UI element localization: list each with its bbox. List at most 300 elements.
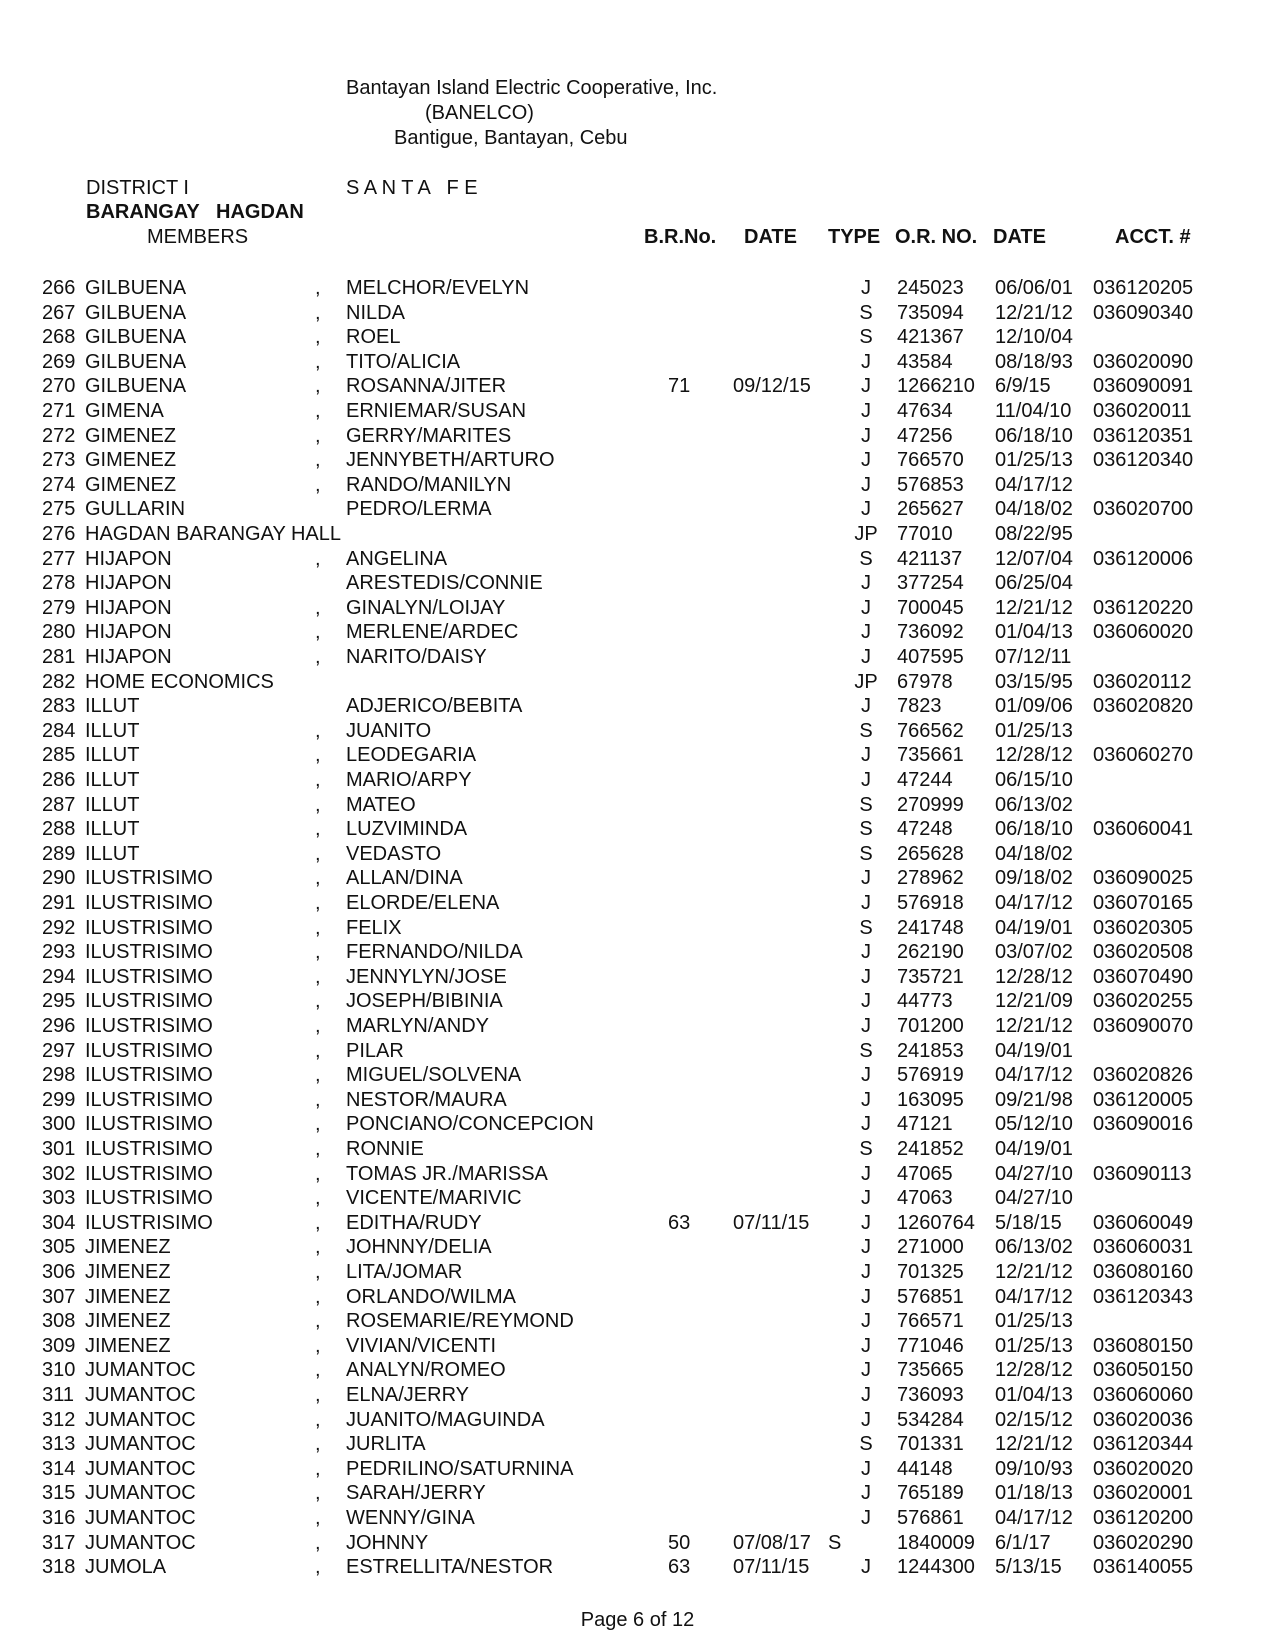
- or-number: 771046: [897, 1335, 964, 1357]
- or-date: 12/21/12: [995, 1015, 1073, 1037]
- or-number: 735721: [897, 966, 964, 988]
- name-separator: ,: [315, 375, 321, 397]
- last-name: JUMANTOC: [85, 1482, 196, 1504]
- first-names: ANALYN/ROMEO: [346, 1359, 506, 1381]
- account-number: 036020011: [1093, 400, 1192, 422]
- first-names: ROSEMARIE/REYMOND: [346, 1310, 574, 1332]
- org-address: Bantigue, Bantayan, Cebu: [394, 127, 628, 149]
- or-date: 04/17/12: [995, 1507, 1073, 1529]
- name-separator: ,: [315, 449, 321, 471]
- row-number: 317: [42, 1532, 76, 1554]
- account-number: 036120220: [1093, 597, 1194, 619]
- name-separator: ,: [315, 277, 321, 299]
- name-separator: ,: [315, 892, 321, 914]
- row-number: 286: [42, 769, 76, 791]
- row-number: 304: [42, 1212, 76, 1234]
- name-separator: ,: [315, 474, 321, 496]
- or-number: 735094: [897, 302, 964, 324]
- or-number: 701325: [897, 1261, 964, 1283]
- or-number: 241853: [897, 1040, 964, 1062]
- or-date: 07/12/11: [995, 646, 1072, 668]
- first-names: PONCIANO/CONCEPCION: [346, 1113, 594, 1135]
- br-number: 63: [668, 1212, 691, 1234]
- table-row: [0, 965, 1275, 989]
- member-type: J: [861, 1556, 871, 1578]
- row-number: 284: [42, 720, 76, 742]
- member-type: S: [828, 1532, 842, 1554]
- first-names: TOMAS JR./MARISSA: [346, 1163, 548, 1185]
- name-separator: ,: [315, 1015, 321, 1037]
- row-number: 310: [42, 1359, 76, 1381]
- or-date: 01/25/13: [995, 1310, 1073, 1332]
- row-number: 269: [42, 351, 76, 373]
- member-type: J: [861, 351, 871, 373]
- name-separator: ,: [315, 548, 321, 570]
- table-row: [0, 1506, 1275, 1530]
- account-number: 036120005: [1093, 1089, 1194, 1111]
- table-row: [0, 1235, 1275, 1259]
- first-names: JUANITO/MAGUINDA: [346, 1409, 545, 1431]
- row-number: 309: [42, 1335, 76, 1357]
- name-separator: ,: [315, 621, 321, 643]
- member-type: J: [861, 695, 871, 717]
- name-separator: ,: [315, 1532, 321, 1554]
- or-number: 701200: [897, 1015, 964, 1037]
- first-names: ANGELINA: [346, 548, 448, 570]
- table-row: [0, 891, 1275, 915]
- br-number: 71: [668, 375, 691, 397]
- or-date: 12/07/04: [995, 548, 1073, 570]
- table-row: [0, 1358, 1275, 1382]
- table-row: [0, 473, 1275, 497]
- row-number: 318: [42, 1556, 76, 1578]
- member-type: J: [861, 1482, 871, 1504]
- last-name: GIMENEZ: [85, 474, 177, 496]
- name-separator: ,: [315, 351, 321, 373]
- last-name: ILUSTRISIMO: [85, 867, 213, 889]
- or-number: 163095: [897, 1089, 964, 1111]
- table-row: [0, 1432, 1275, 1456]
- member-type: J: [861, 646, 871, 668]
- row-number: 270: [42, 375, 76, 397]
- table-row: [0, 1137, 1275, 1161]
- or-number: 278962: [897, 867, 964, 889]
- or-number: 47248: [897, 818, 953, 840]
- or-number: 47121: [897, 1113, 953, 1135]
- name-separator: ,: [315, 1507, 321, 1529]
- row-number: 276: [42, 523, 76, 545]
- account-number: 036020255: [1093, 990, 1194, 1012]
- table-row: [0, 1088, 1275, 1112]
- account-number: 036020112: [1093, 671, 1192, 693]
- table-row: [0, 1014, 1275, 1038]
- name-separator: ,: [315, 818, 321, 840]
- first-names: JENNYBETH/ARTURO: [346, 449, 555, 471]
- table-row: [0, 325, 1275, 349]
- or-number: 576851: [897, 1286, 964, 1308]
- row-number: 314: [42, 1458, 76, 1480]
- last-name: JIMENEZ: [85, 1236, 171, 1258]
- or-date: 03/07/02: [995, 941, 1073, 963]
- or-date: 06/25/04: [995, 572, 1073, 594]
- name-separator: ,: [315, 867, 321, 889]
- or-number: 245023: [897, 277, 964, 299]
- table-row: [0, 743, 1275, 767]
- first-names: ADJERICO/BEBITA: [346, 695, 523, 717]
- row-number: 290: [42, 867, 76, 889]
- member-type: S: [859, 794, 873, 816]
- or-date: 01/25/13: [995, 1335, 1073, 1357]
- last-name: HIJAPON: [85, 572, 172, 594]
- last-name: ILUSTRISIMO: [85, 1015, 213, 1037]
- table-row: [0, 276, 1275, 300]
- account-number: 036090113: [1093, 1163, 1192, 1185]
- or-number: 700045: [897, 597, 964, 619]
- member-type: S: [859, 548, 873, 570]
- account-number: 036090016: [1093, 1113, 1194, 1135]
- member-type: JP: [854, 671, 878, 693]
- row-number: 301: [42, 1138, 76, 1160]
- first-names: ROSANNA/JITER: [346, 375, 507, 397]
- table-row: [0, 817, 1275, 841]
- member-type: J: [861, 1113, 871, 1135]
- table-row: [0, 620, 1275, 644]
- member-type: J: [861, 498, 871, 520]
- member-type: J: [861, 375, 871, 397]
- last-name: HIJAPON: [85, 548, 172, 570]
- row-number: 302: [42, 1163, 76, 1185]
- first-names: FERNANDO/NILDA: [346, 941, 523, 963]
- first-names: LEODEGARIA: [346, 744, 477, 766]
- member-type: J: [861, 1458, 871, 1480]
- name-separator: ,: [315, 1064, 321, 1086]
- first-names: JUANITO: [346, 720, 432, 742]
- account-number: 036090091: [1093, 375, 1194, 397]
- first-names: TITO/ALICIA: [346, 351, 461, 373]
- row-number: 268: [42, 326, 76, 348]
- district-label: DISTRICT I: [86, 177, 189, 199]
- row-number: 312: [42, 1409, 76, 1431]
- or-date: 04/17/12: [995, 1064, 1073, 1086]
- table-row: [0, 1334, 1275, 1358]
- table-row: [0, 866, 1275, 890]
- table-row: [0, 547, 1275, 571]
- last-name: GIMENEZ: [85, 449, 177, 471]
- row-number: 289: [42, 843, 76, 865]
- or-number: 766571: [897, 1310, 964, 1332]
- or-date: 11/04/10: [995, 400, 1072, 422]
- or-number: 421367: [897, 326, 964, 348]
- member-type: J: [861, 1384, 871, 1406]
- or-number: 736092: [897, 621, 964, 643]
- name-separator: ,: [315, 1458, 321, 1480]
- name-separator: ,: [315, 941, 321, 963]
- or-date: 01/09/06: [995, 695, 1073, 717]
- or-date: 09/21/98: [995, 1089, 1073, 1111]
- table-row: [0, 1531, 1275, 1555]
- row-number: 283: [42, 695, 76, 717]
- name-separator: ,: [315, 1556, 321, 1578]
- last-name: GILBUENA: [85, 326, 187, 348]
- or-date: 03/15/95: [995, 671, 1073, 693]
- or-number: 270999: [897, 794, 964, 816]
- last-name: ILUSTRISIMO: [85, 1089, 213, 1111]
- or-number: 766570: [897, 449, 964, 471]
- or-number: 47244: [897, 769, 953, 791]
- acct-header: ACCT. #: [1115, 226, 1191, 248]
- row-number: 299: [42, 1089, 76, 1111]
- row-number: 281: [42, 646, 76, 668]
- or-number: 766562: [897, 720, 964, 742]
- last-name: ILUSTRISIMO: [85, 1163, 213, 1185]
- first-names: ELORDE/ELENA: [346, 892, 500, 914]
- member-type: S: [859, 818, 873, 840]
- row-number: 280: [42, 621, 76, 643]
- table-row: [0, 497, 1275, 521]
- table-row: [0, 719, 1275, 743]
- name-separator: ,: [315, 1359, 321, 1381]
- or-date: 08/22/95: [995, 523, 1073, 545]
- member-type: S: [859, 720, 873, 742]
- last-name: HAGDAN BARANGAY HALL: [85, 523, 342, 545]
- table-row: [0, 1481, 1275, 1505]
- last-name: GILBUENA: [85, 277, 187, 299]
- member-type: J: [861, 1089, 871, 1111]
- table-row: [0, 1063, 1275, 1087]
- table-row: [0, 694, 1275, 718]
- name-separator: ,: [315, 1335, 321, 1357]
- or-number: 262190: [897, 941, 964, 963]
- or-date: 5/13/15: [995, 1556, 1062, 1578]
- or-date: 06/15/10: [995, 769, 1073, 791]
- first-names: VICENTE/MARIVIC: [346, 1187, 522, 1209]
- name-separator: ,: [315, 1236, 321, 1258]
- or-number: 47063: [897, 1187, 953, 1209]
- or-date: 12/21/12: [995, 1433, 1073, 1455]
- or-number: 47634: [897, 400, 953, 422]
- or-number: 241852: [897, 1138, 964, 1160]
- member-type: J: [861, 449, 871, 471]
- first-names: MARIO/ARPY: [346, 769, 472, 791]
- table-row: [0, 1285, 1275, 1309]
- or-number: 407595: [897, 646, 964, 668]
- last-name: JUMOLA: [85, 1556, 167, 1578]
- last-name: ILUSTRISIMO: [85, 892, 213, 914]
- account-number: 036120343: [1093, 1286, 1194, 1308]
- last-name: ILLUT: [85, 794, 140, 816]
- member-type: J: [861, 1015, 871, 1037]
- row-number: 275: [42, 498, 76, 520]
- account-number: 036020020: [1093, 1458, 1194, 1480]
- or-date: 01/04/13: [995, 621, 1073, 643]
- last-name: ILLUT: [85, 818, 140, 840]
- barangay-label: BARANGAY HAGDAN: [86, 201, 304, 223]
- or-date: 02/15/12: [995, 1409, 1073, 1431]
- table-row: [0, 522, 1275, 546]
- or-date: 6/9/15: [995, 375, 1051, 397]
- first-names: LITA/JOMAR: [346, 1261, 463, 1283]
- last-name: JUMANTOC: [85, 1384, 196, 1406]
- row-number: 278: [42, 572, 76, 594]
- row-number: 272: [42, 425, 76, 447]
- last-name: JIMENEZ: [85, 1310, 171, 1332]
- name-separator: ,: [315, 1113, 321, 1135]
- first-names: LUZVIMINDA: [346, 818, 468, 840]
- br-date: 07/11/15: [733, 1556, 810, 1578]
- member-type: J: [861, 990, 871, 1012]
- row-number: 308: [42, 1310, 76, 1332]
- last-name: HIJAPON: [85, 646, 172, 668]
- account-number: 036020290: [1093, 1532, 1194, 1554]
- name-separator: ,: [315, 1212, 321, 1234]
- or-number: 265627: [897, 498, 964, 520]
- account-number: 036020305: [1093, 917, 1194, 939]
- or-date: 12/28/12: [995, 966, 1073, 988]
- table-row: [0, 571, 1275, 595]
- first-names: MATEO: [346, 794, 416, 816]
- or-date: 05/12/10: [995, 1113, 1073, 1135]
- last-name: ILUSTRISIMO: [85, 990, 213, 1012]
- or-date: 12/21/12: [995, 597, 1073, 619]
- first-names: JURLITA: [346, 1433, 426, 1455]
- first-names: SARAH/JERRY: [346, 1482, 486, 1504]
- account-number: 036060270: [1093, 744, 1194, 766]
- last-name: GILBUENA: [85, 302, 187, 324]
- row-number: 306: [42, 1261, 76, 1283]
- table-row: [0, 448, 1275, 472]
- member-type: J: [861, 621, 871, 643]
- member-type: JP: [854, 523, 878, 545]
- last-name: GIMENA: [85, 400, 164, 422]
- first-names: ARESTEDIS/CONNIE: [346, 572, 543, 594]
- row-number: 288: [42, 818, 76, 840]
- member-type: J: [861, 572, 871, 594]
- name-separator: ,: [315, 843, 321, 865]
- or-date: 04/17/12: [995, 1286, 1073, 1308]
- last-name: ILLUT: [85, 695, 140, 717]
- account-number: 036090340: [1093, 302, 1194, 324]
- table-row: [0, 1260, 1275, 1284]
- name-separator: ,: [315, 1384, 321, 1406]
- member-type: J: [861, 867, 871, 889]
- table-row: [0, 1555, 1275, 1579]
- or-number: 735665: [897, 1359, 964, 1381]
- or-date: 01/25/13: [995, 449, 1073, 471]
- table-row: [0, 350, 1275, 374]
- name-separator: ,: [315, 1138, 321, 1160]
- br-date: 07/08/17: [733, 1532, 811, 1554]
- or-number: 576919: [897, 1064, 964, 1086]
- account-number: 036020820: [1093, 695, 1194, 717]
- account-number: 036120344: [1093, 1433, 1194, 1455]
- or-number: 1266210: [897, 375, 975, 397]
- row-number: 294: [42, 966, 76, 988]
- row-number: 292: [42, 917, 76, 939]
- or-date: 04/19/01: [995, 917, 1073, 939]
- account-number: 036050150: [1093, 1359, 1194, 1381]
- or-date: 12/28/12: [995, 744, 1073, 766]
- or-date: 04/19/01: [995, 1138, 1073, 1160]
- row-number: 315: [42, 1482, 76, 1504]
- account-number: 036070490: [1093, 966, 1194, 988]
- account-number: 036060041: [1093, 818, 1194, 840]
- or-date: 12/21/09: [995, 990, 1073, 1012]
- member-type: J: [861, 597, 871, 619]
- table-row: [0, 1211, 1275, 1235]
- last-name: HIJAPON: [85, 597, 172, 619]
- member-type: J: [861, 1212, 871, 1234]
- last-name: ILUSTRISIMO: [85, 1113, 213, 1135]
- table-row: [0, 596, 1275, 620]
- member-type: J: [861, 1507, 871, 1529]
- member-type: J: [861, 1310, 871, 1332]
- last-name: ILUSTRISIMO: [85, 917, 213, 939]
- table-row: [0, 1309, 1275, 1333]
- account-number: 036120340: [1093, 449, 1194, 471]
- row-number: 285: [42, 744, 76, 766]
- or-date: 04/18/02: [995, 498, 1073, 520]
- name-separator: ,: [315, 720, 321, 742]
- row-number: 287: [42, 794, 76, 816]
- row-number: 311: [42, 1384, 74, 1406]
- first-names: NESTOR/MAURA: [346, 1089, 507, 1111]
- name-separator: ,: [315, 1433, 321, 1455]
- name-separator: ,: [315, 1040, 321, 1062]
- table-row: [0, 301, 1275, 325]
- first-names: ESTRELLITA/NESTOR: [346, 1556, 554, 1578]
- table-row: [0, 1457, 1275, 1481]
- or-date: 04/27/10: [995, 1163, 1073, 1185]
- first-names: GERRY/MARITES: [346, 425, 512, 447]
- first-names: MERLENE/ARDEC: [346, 621, 519, 643]
- table-row: [0, 374, 1275, 398]
- or-number: 47256: [897, 425, 953, 447]
- or-date: 04/27/10: [995, 1187, 1073, 1209]
- member-type: J: [861, 1163, 871, 1185]
- row-number: 279: [42, 597, 76, 619]
- table-row: [0, 768, 1275, 792]
- name-separator: ,: [315, 400, 321, 422]
- row-number: 303: [42, 1187, 76, 1209]
- table-row: [0, 1383, 1275, 1407]
- or-number: 265628: [897, 843, 964, 865]
- row-number: 313: [42, 1433, 76, 1455]
- name-separator: ,: [315, 1163, 321, 1185]
- last-name: ILLUT: [85, 843, 140, 865]
- account-number: 036020090: [1093, 351, 1194, 373]
- member-type: J: [861, 941, 871, 963]
- or-number: 735661: [897, 744, 964, 766]
- member-type: S: [859, 843, 873, 865]
- last-name: JUMANTOC: [85, 1359, 196, 1381]
- last-name: GIMENEZ: [85, 425, 177, 447]
- first-names: RANDO/MANILYN: [346, 474, 512, 496]
- table-row: [0, 842, 1275, 866]
- name-separator: ,: [315, 1310, 321, 1332]
- name-separator: ,: [315, 1089, 321, 1111]
- account-number: 036120200: [1093, 1507, 1194, 1529]
- row-number: 316: [42, 1507, 76, 1529]
- or-date-header: DATE: [993, 226, 1046, 248]
- last-name: ILLUT: [85, 769, 140, 791]
- name-separator: ,: [315, 769, 321, 791]
- or-number: 377254: [897, 572, 964, 594]
- member-type: J: [861, 400, 871, 422]
- member-type: J: [861, 1286, 871, 1308]
- row-number: 300: [42, 1113, 76, 1135]
- table-row: [0, 916, 1275, 940]
- or-date: 12/28/12: [995, 1359, 1073, 1381]
